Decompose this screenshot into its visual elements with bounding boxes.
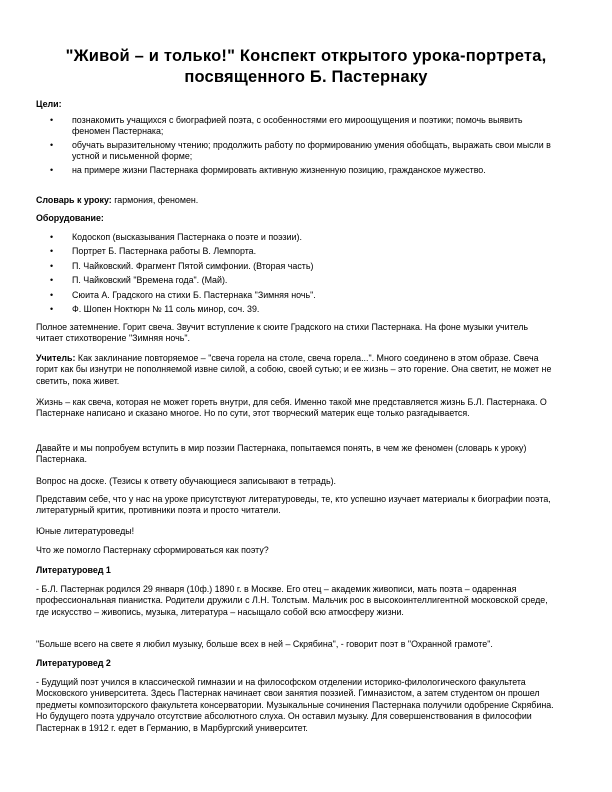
paragraph-literary-critic-2: - Будущий поэт учился в классической гимназии и на философском отделении историко-филологического факультета Московского университета. Здесь Пастернак начинает свои занятия поэзией. Гимназистом, а затем студентом он прошел предметы композиторского факультета консерватории. Музыкальные сочинения Пастернака получили одобрение Скрябина. Но будущего поэта удручало отсутствие абсолютного слуха. Он оставил музыку. Для совершенствования в философии Пастернак в 1912 г. едет в Германию, в Марбургский университет.: [36, 677, 554, 733]
teacher-label: Учитель:: [36, 353, 76, 363]
goal-item: • познакомить учащихся с биографией поэта, с особенностями его мироощущения и поэтики; помочь выявить феномен Пастернака;: [36, 115, 556, 138]
literary-critic-1-heading: Литературовед 1: [36, 565, 111, 575]
teacher-text: Как заклинание повторяемое – "свеча горела на столе, свеча горела...". Много соединено в этом образе. Свеча горит как бы изнутри не пополняемой извне силой, а собою, своей сутью; и ее жизнь – это горение. Она светит, не может не светить, пока живет.: [36, 353, 552, 386]
literary-critic-2-heading: Литературовед 2: [36, 658, 111, 668]
equipment-list: [36, 232, 556, 318]
equipment-item: • Кодоскоп (высказывания Пастернака о поэте и поэзии).: [36, 232, 556, 243]
goal-item: • обучать выразительному чтению; продолжить работу по формированию умения обобщать, выражать свои мысли в устной и письменной форме;: [36, 140, 556, 163]
equipment-item: • Ф. Шопен Ноктюрн № 11 соль минор, соч. 39.: [36, 304, 556, 315]
paragraph-question: Вопрос на доске. (Тезисы к ответу обучающиеся записывают в тетрадь).: [36, 476, 337, 486]
equipment-item: • Портрет Б. Пастернака работы В. Лемпорта.: [36, 246, 556, 257]
paragraph-teacher: [36, 353, 556, 387]
paragraph-quote: "Больше всего на свете я любил музыку, больше всех в ней – Скрябина", - говорит поэт в "Охранной грамоте".: [36, 639, 493, 649]
vocabulary-line: [36, 195, 556, 206]
page-title: "Живой – и только!" Конспект открытого урока-портрета, посвященного Б. Пастернаку: [65, 47, 547, 86]
equipment-item: • П. Чайковский. Фрагмент Пятой симфонии. (Вторая часть): [36, 261, 556, 272]
equipment-item: • Сюита А. Градского на стихи Б. Пастернака "Зимняя ночь".: [36, 290, 556, 301]
paragraph-enter: Давайте и мы попробуем вступить в мир поэзии Пастернака, попытаемся понять, в чем же феномен (словарь к уроку) Пастернака.: [36, 443, 527, 465]
equipment-item: • П. Чайковский "Времена года". (Май).: [36, 275, 556, 286]
paragraph-what: Что же помогло Пастернаку сформироваться как поэту?: [36, 545, 269, 555]
goals-list: [36, 115, 556, 178]
goal-item: • на примере жизни Пастернака формировать активную жизненную позицию, гражданское мужество.: [36, 165, 556, 176]
paragraph-literary-critic-1: - Б.Л. Пастернак родился 29 января (10ф.) 1890 г. в Москве. Его отец – академик живописи, мать поэта – одаренная профессиональная пианистка. Родители дружили с Л.Н. Толстым. Мальчик рос в высокоинтеллигентной московской среде, где искусство – живопись, музыка, литература – насыщало собой всю атмосферу жизни.: [36, 584, 548, 617]
paragraph-young: Юные литературоведы!: [36, 526, 135, 536]
equipment-heading: Оборудование:: [36, 213, 104, 223]
paragraph-life: Жизнь – как свеча, которая не может гореть внутри, для себя. Именно такой мне представляется жизнь Б.Л. Пастернака. О Пастернаке написано и сказано многое. Но по сути, этот творческий материк еще только разгадывается.: [36, 397, 547, 419]
vocabulary-label: Словарь к уроку:: [36, 195, 112, 205]
paragraph-darkening: Полное затемнение. Горит свеча. Звучит вступление к сюите Градского на стихи Пастернака. На фоне музыки учитель читает стихотворение "Зимняя ночь".: [36, 322, 529, 344]
goals-heading: Цели:: [36, 99, 62, 109]
paragraph-imagine: Представим себе, что у нас на уроке присутствуют литературоведы, те, кто успешно изучает материалы к биографии поэта, литературный критик, противники поэта и просто читатели.: [36, 494, 551, 516]
vocabulary-text: гармония, феномен.: [111, 195, 199, 205]
